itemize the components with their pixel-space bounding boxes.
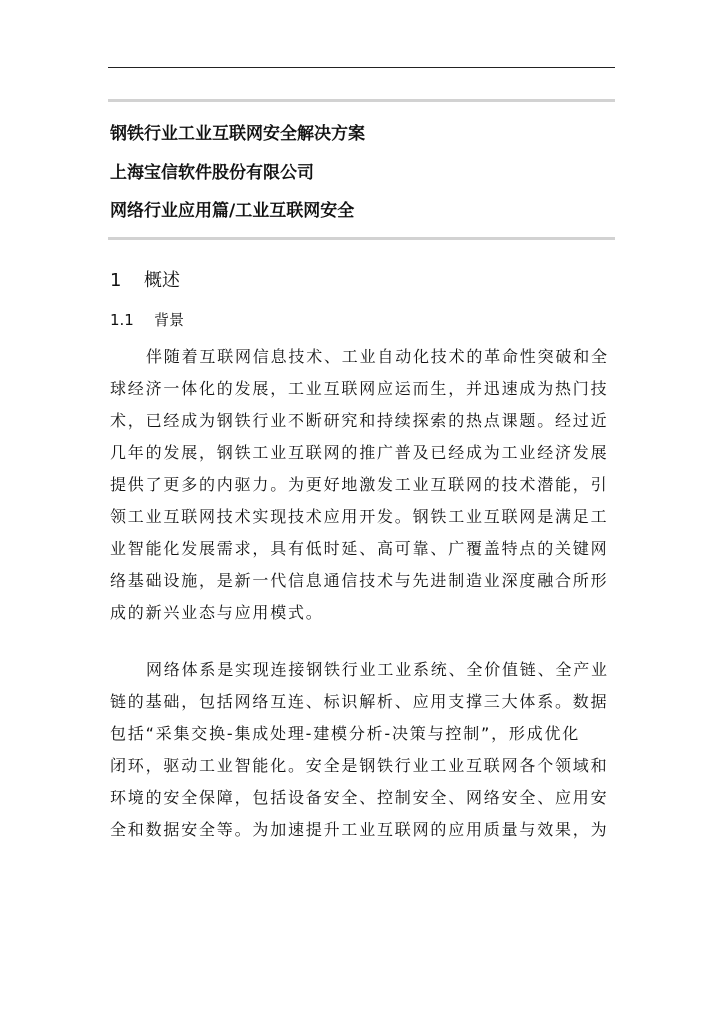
- paragraph-line: 包括“采集交换-集成处理-建模分析-决策与控制”，形成优化: [110, 724, 581, 743]
- paragraph-line: 球经济一体化的发展，工业互联网应运而生，并迅速成为热门技: [110, 379, 609, 398]
- paragraph-line: 提供了更多的内驱力。为更好地激发工业互联网的技术潜能，引: [110, 475, 609, 494]
- paragraph-background-2: [110, 654, 616, 846]
- paragraph-line: 闭环，驱动工业智能化。安全是钢铁行业工业互联网各个领域和: [110, 756, 609, 775]
- company-name: 上海宝信软件股份有限公司: [110, 163, 314, 183]
- subsection-title: 背景: [154, 311, 185, 329]
- header-divider-bottom: [108, 237, 615, 240]
- paragraph-line: 网络体系是实现连接钢铁行业工业系统、全价值链、全产业: [146, 660, 609, 679]
- category-path: 网络行业应用篇/工业互联网安全: [110, 201, 355, 221]
- paragraph-background-1: [110, 341, 616, 629]
- section-title: 概述: [144, 270, 180, 291]
- subsection-heading-1-1: [110, 309, 184, 331]
- paragraph-line: 环境的安全保障，包括设备安全、控制安全、网络安全、应用安: [110, 788, 609, 807]
- paragraph-line: 全和数据安全等。为加速提升工业互联网的应用质量与效果，为: [110, 820, 609, 839]
- section-number: 1: [110, 270, 122, 291]
- header-divider-top: [108, 99, 615, 102]
- paragraph-line: 术，已经成为钢铁行业不断研究和持续探索的热点课题。经过近: [110, 411, 609, 430]
- paragraph-line: 成的新兴业态与应用模式。: [110, 603, 324, 622]
- section-heading-1: [110, 269, 180, 293]
- paragraph-line: 链的基础，包括网络互连、标识解析、应用支撑三大体系。数据: [110, 692, 609, 711]
- subsection-number: 1.1: [110, 311, 134, 329]
- top-rule: [108, 67, 615, 68]
- paragraph-line: 络基础设施，是新一代信息通信技术与先进制造业深度融合所形: [110, 571, 609, 590]
- document-title: 钢铁行业工业互联网安全解决方案: [110, 124, 365, 144]
- paragraph-line: 几年的发展，钢铁工业互联网的推广普及已经成为工业经济发展: [110, 443, 609, 462]
- paragraph-line: 业智能化发展需求，具有低时延、高可靠、广覆盖特点的关键网: [110, 539, 609, 558]
- paragraph-line: 伴随着互联网信息技术、工业自动化技术的革命性突破和全: [146, 347, 609, 366]
- paragraph-line: 领工业互联网技术实现技术应用开发。钢铁工业互联网是满足工: [110, 507, 609, 526]
